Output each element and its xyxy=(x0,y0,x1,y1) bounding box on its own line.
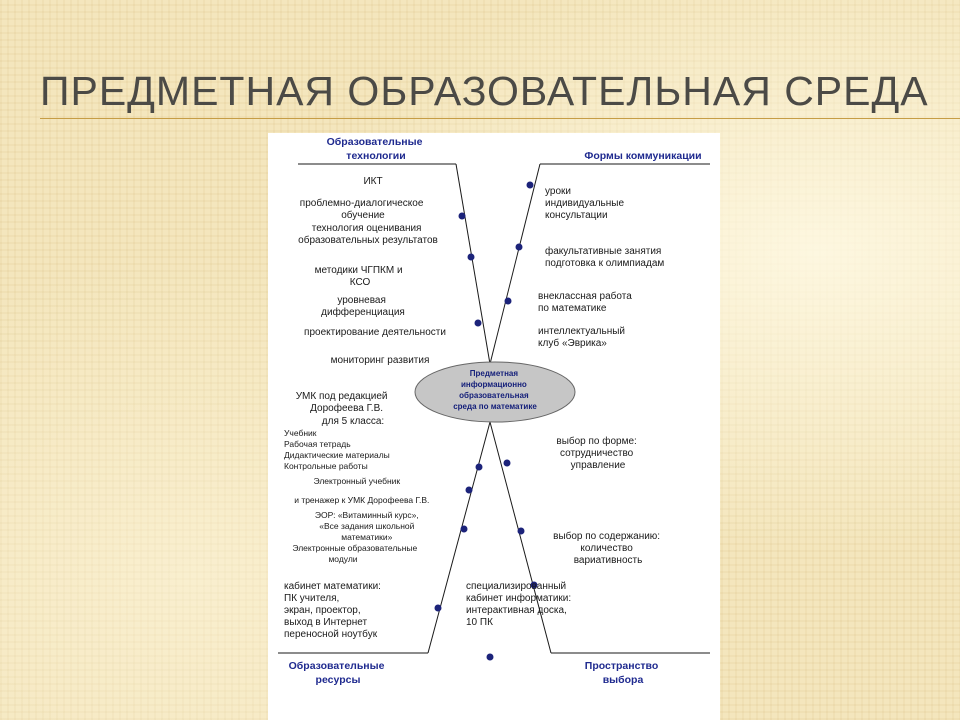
axis-top-right xyxy=(490,164,540,364)
marker-dot xyxy=(505,298,512,305)
choice-item: специализированный кабинет информатики: интерактивная доска, 10 ПК xyxy=(466,581,572,628)
communication-item: интеллектуальный клуб «Эврика» xyxy=(538,326,626,349)
technology-item: методики ЧГПКМ и КСО xyxy=(314,265,403,288)
marker-dot xyxy=(468,254,475,261)
axis-bottom-right xyxy=(490,422,551,653)
technology-item: уровневая дифференциация xyxy=(321,295,405,318)
communication-item: индивидуальные консультации xyxy=(545,198,625,221)
marker-dot xyxy=(475,320,482,327)
technology-item: проблемно-диалогическое обучение xyxy=(299,198,424,221)
diagram-panel xyxy=(268,133,720,720)
marker-dot xyxy=(459,213,466,220)
marker-dot xyxy=(461,526,468,533)
marker-dot xyxy=(527,182,534,189)
marker-dot xyxy=(504,460,511,467)
header-communication: Формы коммуникации xyxy=(584,150,702,162)
axis-top-left xyxy=(456,164,490,364)
header-resources: Образовательные ресурсы xyxy=(288,660,385,686)
resource-electronic: Электронный учебник и тренажер к УМК Дорофеева Г.В. ЭОР: «Витаминный курс», «Все задания школьной математики» Электронные образовательные модули xyxy=(292,476,430,564)
choice-item: выбор по содержанию: количество вариативность xyxy=(553,531,661,566)
marker-dot xyxy=(516,244,523,251)
marker-dot xyxy=(476,464,483,471)
header-technologies: Образовательные технологии xyxy=(326,136,423,162)
communication-item: внеклассная работа по математике xyxy=(538,291,632,314)
slide-title: ПРЕДМЕТНАЯ ОБРАЗОВАТЕЛЬНАЯ СРЕДА xyxy=(40,68,929,114)
center-label: Предметная информационно образовательная среда по математике xyxy=(453,369,537,411)
communication-item: уроки xyxy=(545,186,571,197)
technology-item: проектирование деятельности xyxy=(304,327,446,338)
marker-dot xyxy=(487,654,494,661)
diagram-canvas xyxy=(268,133,720,720)
technology-item: технология оценивания образовательных результатов xyxy=(298,223,438,246)
communication-item: факультативные занятия подготовка к олимпиадам xyxy=(545,246,665,269)
resource-umk-items: Учебник Рабочая тетрадь Дидактические материалы Контрольные работы xyxy=(284,428,390,471)
marker-dot xyxy=(435,605,442,612)
marker-dot xyxy=(466,487,473,494)
choice-item: выбор по форме: сотрудничество управление xyxy=(556,436,637,471)
resource-umk: УМК под редакцией Дорофеева Г.В. для 5 класса: xyxy=(295,391,388,427)
header-choice: Пространство выбора xyxy=(584,660,659,686)
marker-dot xyxy=(518,528,525,535)
technology-item: ИКТ xyxy=(363,176,383,187)
technology-item: мониторинг развития xyxy=(330,355,430,366)
title-divider xyxy=(40,118,960,119)
resource-cabinet: кабинет математики: ПК учителя, экран, проектор, выход в Интернет переносной ноутбук xyxy=(284,581,381,640)
